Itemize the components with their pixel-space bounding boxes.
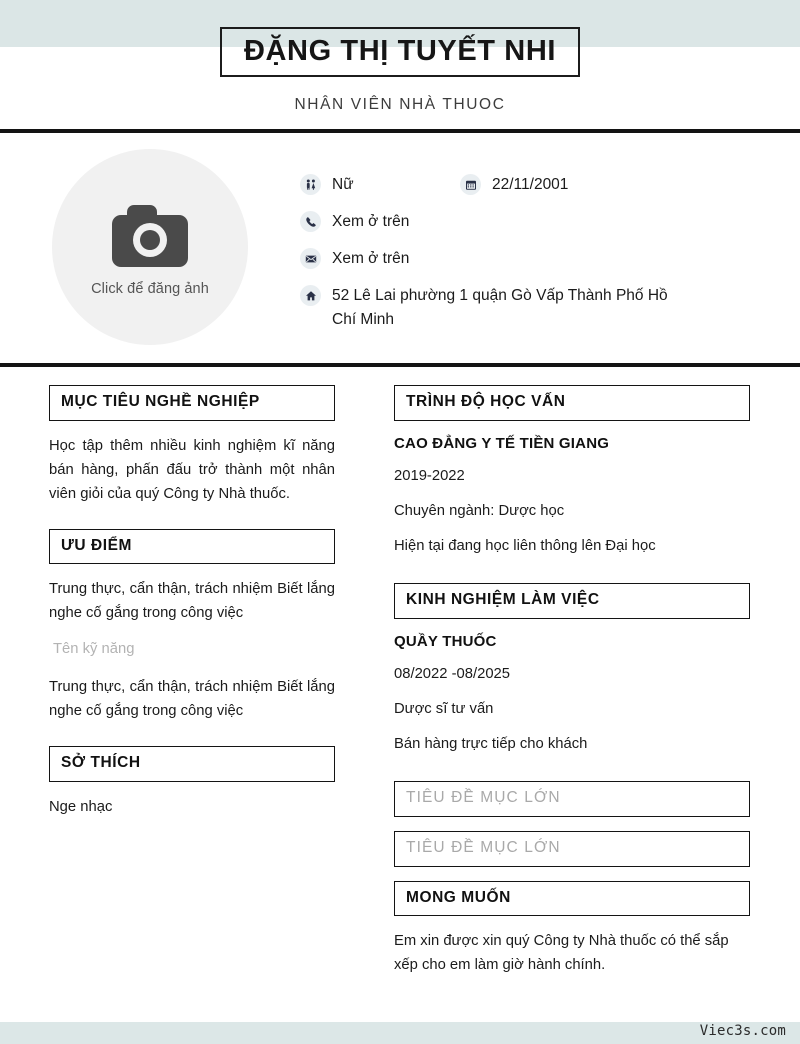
section-header-strengths[interactable]	[49, 529, 335, 565]
hobbies-body[interactable]: Nge nhạc	[49, 798, 113, 815]
address-value: 52 Lê Lai phường 1 quận Gò Vấp Thành Phố Hồ Chí Minh	[332, 287, 668, 329]
education-major[interactable]: Chuyên ngành: Dược học	[394, 502, 565, 519]
camera-icon	[104, 197, 196, 272]
section-title-objective: MỤC TIÊU NGHỀ NGHIỆP	[61, 393, 260, 410]
job-title[interactable]: NHÂN VIÊN NHÀ THUOC	[294, 96, 506, 114]
experience-company[interactable]: QUẦY THUỐC	[394, 632, 497, 650]
right-column	[385, 367, 800, 990]
education-note[interactable]: Hiện tại đang học liên thông lên Đại học	[394, 537, 656, 554]
education-school[interactable]: CAO ĐẲNG Y TẾ TIỀN GIANG	[394, 434, 610, 452]
contact-row-gender-birth	[300, 173, 760, 197]
name-box[interactable]	[220, 27, 580, 77]
photo-caption: Click để đăng ảnh	[91, 281, 209, 297]
gender-icon	[300, 174, 321, 195]
contact-item-phone[interactable]	[300, 210, 409, 234]
objective-body[interactable]: Học tập thêm nhiều kinh nghiệm kĩ năng bán hàng, phấn đấu trở thành một nhân viên giỏi của quý Công ty Nhà thuốc.	[49, 437, 335, 502]
footer-band	[0, 1022, 800, 1044]
contact-item-gender[interactable]	[300, 173, 460, 197]
divider-top	[0, 129, 800, 133]
section-header-objective[interactable]	[49, 385, 335, 421]
mail-icon	[300, 248, 321, 269]
footer-watermark: Viec3s.com	[699, 1023, 786, 1039]
section-title-experience: KINH NGHIỆM LÀM VIỆC	[406, 591, 600, 609]
experience-role[interactable]: Dược sĩ tư vấn	[394, 700, 494, 717]
section-title-hobbies: SỞ THÍCH	[61, 753, 141, 771]
section-header-empty-1[interactable]	[394, 781, 750, 817]
strengths-body-2[interactable]: Trung thực, cẩn thận, trách nhiệm Biết lắng nghe cố gắng trong công việc	[49, 679, 335, 719]
wish-body[interactable]: Em xin được xin quý Công ty Nhà thuốc có thể sắp xếp cho em làm giờ hành chính.	[394, 933, 729, 974]
section-title-education: TRÌNH ĐỘ HỌC VẤN	[406, 393, 566, 410]
birthdate-value: 22/11/2001	[492, 176, 569, 193]
section-header-education[interactable]	[394, 385, 750, 421]
section-header-wish[interactable]	[394, 881, 750, 917]
skill-name-placeholder[interactable]: Tên kỹ năng	[53, 641, 135, 658]
gender-value: Nữ	[332, 176, 354, 193]
experience-period[interactable]: 08/2022 -08/2025	[394, 665, 511, 682]
home-icon	[300, 285, 321, 306]
left-column	[0, 367, 385, 990]
section-title-empty-1: TIÊU ĐỀ MỤC LỚN	[406, 789, 561, 807]
section-title-empty-2: TIÊU ĐỀ MỤC LỚN	[406, 838, 561, 856]
contact-list	[300, 137, 800, 345]
section-header-experience[interactable]	[394, 583, 750, 619]
photo-upload-button[interactable]	[52, 149, 248, 345]
education-period[interactable]: 2019-2022	[394, 467, 465, 484]
cv-header	[0, 0, 800, 114]
contact-row-phone	[300, 210, 760, 234]
contact-row-email	[300, 247, 760, 271]
section-title-strengths: ƯU ĐIỂM	[61, 536, 132, 554]
contact-item-birthdate[interactable]	[460, 173, 568, 197]
photo-area	[0, 137, 300, 345]
section-title-wish: MONG MUỐN	[406, 888, 511, 906]
identity-block	[0, 137, 800, 363]
strengths-body-1[interactable]: Trung thực, cẩn thận, trách nhiệm Biết lắng nghe cố gắng trong công việc	[49, 581, 335, 622]
email-value: Xem ở trên	[332, 250, 410, 268]
contact-item-email[interactable]	[300, 247, 409, 271]
calendar-icon	[460, 174, 481, 195]
phone-icon	[300, 211, 321, 232]
section-header-empty-2[interactable]	[394, 831, 750, 867]
contact-item-address[interactable]	[300, 284, 692, 332]
candidate-name: ĐẶNG THỊ TUYẾT NHI	[243, 35, 557, 67]
phone-value: Xem ở trên	[332, 213, 410, 231]
experience-duty[interactable]: Bán hàng trực tiếp cho khách	[394, 736, 588, 753]
cv-body	[0, 367, 800, 990]
section-header-hobbies[interactable]	[49, 746, 335, 782]
contact-row-address	[300, 284, 760, 332]
